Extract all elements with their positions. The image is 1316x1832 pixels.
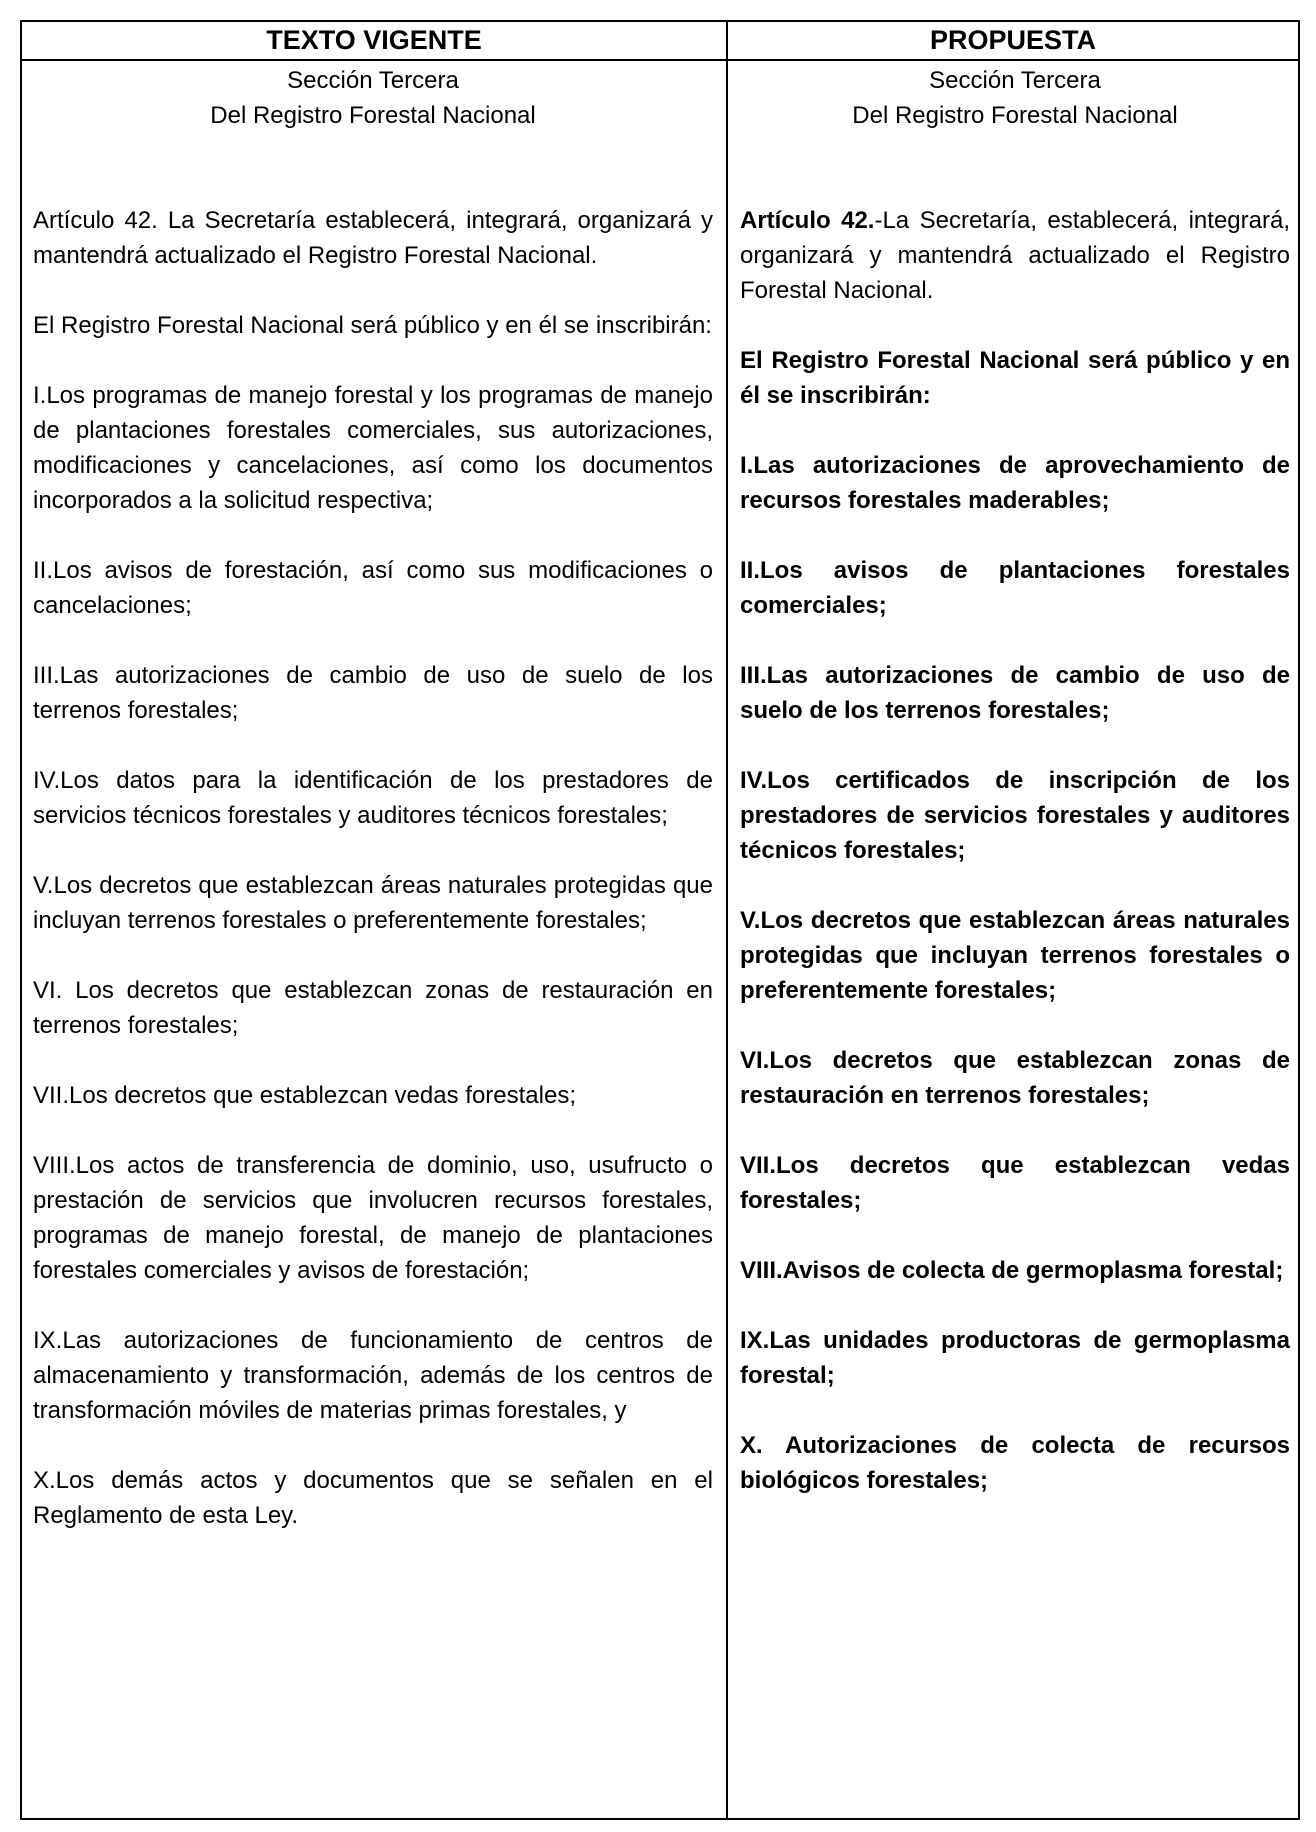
list-item-v: V.Los decretos que establezcan áreas naturales protegidas que incluyan terrenos forestales o preferentemente forestales; <box>740 907 1290 1004</box>
section-title: Sección Tercera <box>929 67 1101 94</box>
column-divider <box>726 22 728 1818</box>
section-title: Sección Tercera <box>287 67 459 94</box>
list-item-iii: III.Las autorizaciones de cambio de uso de suelo de los terrenos forestales; <box>33 662 713 724</box>
list-item-iii: III.Las autorizaciones de cambio de uso de suelo de los terrenos forestales; <box>740 662 1290 724</box>
list-item-vii: VII.Los decretos que establezcan vedas forestales; <box>33 1082 576 1109</box>
header-texto-vigente: TEXTO VIGENTE <box>266 25 482 55</box>
list-item-i: I.Las autorizaciones de aprovechamiento de recursos forestales maderables; <box>740 452 1290 514</box>
column-texto-vigente <box>33 63 713 1568</box>
list-item-viii: VIII.Avisos de colecta de germoplasma forestal; <box>740 1257 1284 1284</box>
article-number: Artículo 42. <box>740 207 875 234</box>
paragraph-article-42: Artículo 42. La Secretaría establecerá, integrará, organizará y mantendrá actualizado el Registro Forestal Nacional. <box>33 207 713 269</box>
comparison-table <box>20 20 1300 1820</box>
list-item-x: X. Autorizaciones de colecta de recursos biológicos forestales; <box>740 1432 1290 1494</box>
paragraph-article-42 <box>740 203 1290 308</box>
list-item-vi: VI. Los decretos que establezcan zonas de restauración en terrenos forestales; <box>33 977 713 1039</box>
list-item-vii: VII.Los decretos que establezcan vedas forestales; <box>740 1152 1290 1214</box>
list-item-v: V.Los decretos que establezcan áreas naturales protegidas que incluyan terrenos forestales o preferentemente forestales; <box>33 872 713 934</box>
list-item-ii: II.Los avisos de plantaciones forestales comerciales; <box>740 557 1290 619</box>
header-divider <box>22 59 1298 61</box>
list-item-iv: IV.Los datos para la identificación de los prestadores de servicios técnicos forestales y auditores técnicos forestales; <box>33 767 713 829</box>
paragraph-registro-publico: El Registro Forestal Nacional será público y en él se inscribirán: <box>740 347 1290 409</box>
list-item-i: I.Los programas de manejo forestal y los programas de manejo de plantaciones forestales comerciales, sus autorizaciones, modificaciones y cancelaciones, así como los documentos incorporados a la solicitud respectiva; <box>33 382 713 514</box>
list-item-viii: VIII.Los actos de transferencia de dominio, uso, usufructo o prestación de servicios que involucren recursos forestales, programas de manejo forestal, de manejo de plantaciones forestales comerciales y avisos de forestación; <box>33 1152 713 1284</box>
list-item-iv: IV.Los certificados de inscripción de los prestadores de servicios forestales y auditores técnicos forestales; <box>740 767 1290 864</box>
list-item-ix: IX.Las unidades productoras de germoplasma forestal; <box>740 1327 1290 1389</box>
list-item-ii: II.Los avisos de forestación, así como sus modificaciones o cancelaciones; <box>33 557 713 619</box>
list-item-vi: VI.Los decretos que establezcan zonas de restauración en terrenos forestales; <box>740 1047 1290 1109</box>
section-subtitle: Del Registro Forestal Nacional <box>852 102 1178 129</box>
list-item-x: X.Los demás actos y documentos que se señalen en el Reglamento de esta Ley. <box>33 1467 713 1529</box>
header-propuesta: PROPUESTA <box>929 25 1097 55</box>
article-text: -La Secretaría, establecerá, integrará, organizará y mantendrá actualizado el Registro Forestal Nacional. <box>740 207 1290 304</box>
paragraph-registro-publico: El Registro Forestal Nacional será público y en él se inscribirán: <box>33 312 712 339</box>
column-propuesta <box>740 63 1290 1533</box>
list-item-ix: IX.Las autorizaciones de funcionamiento de centros de almacenamiento y transformación, además de los centros de transformación móviles de materias primas forestales, y <box>33 1327 713 1424</box>
section-subtitle: Del Registro Forestal Nacional <box>210 102 536 129</box>
